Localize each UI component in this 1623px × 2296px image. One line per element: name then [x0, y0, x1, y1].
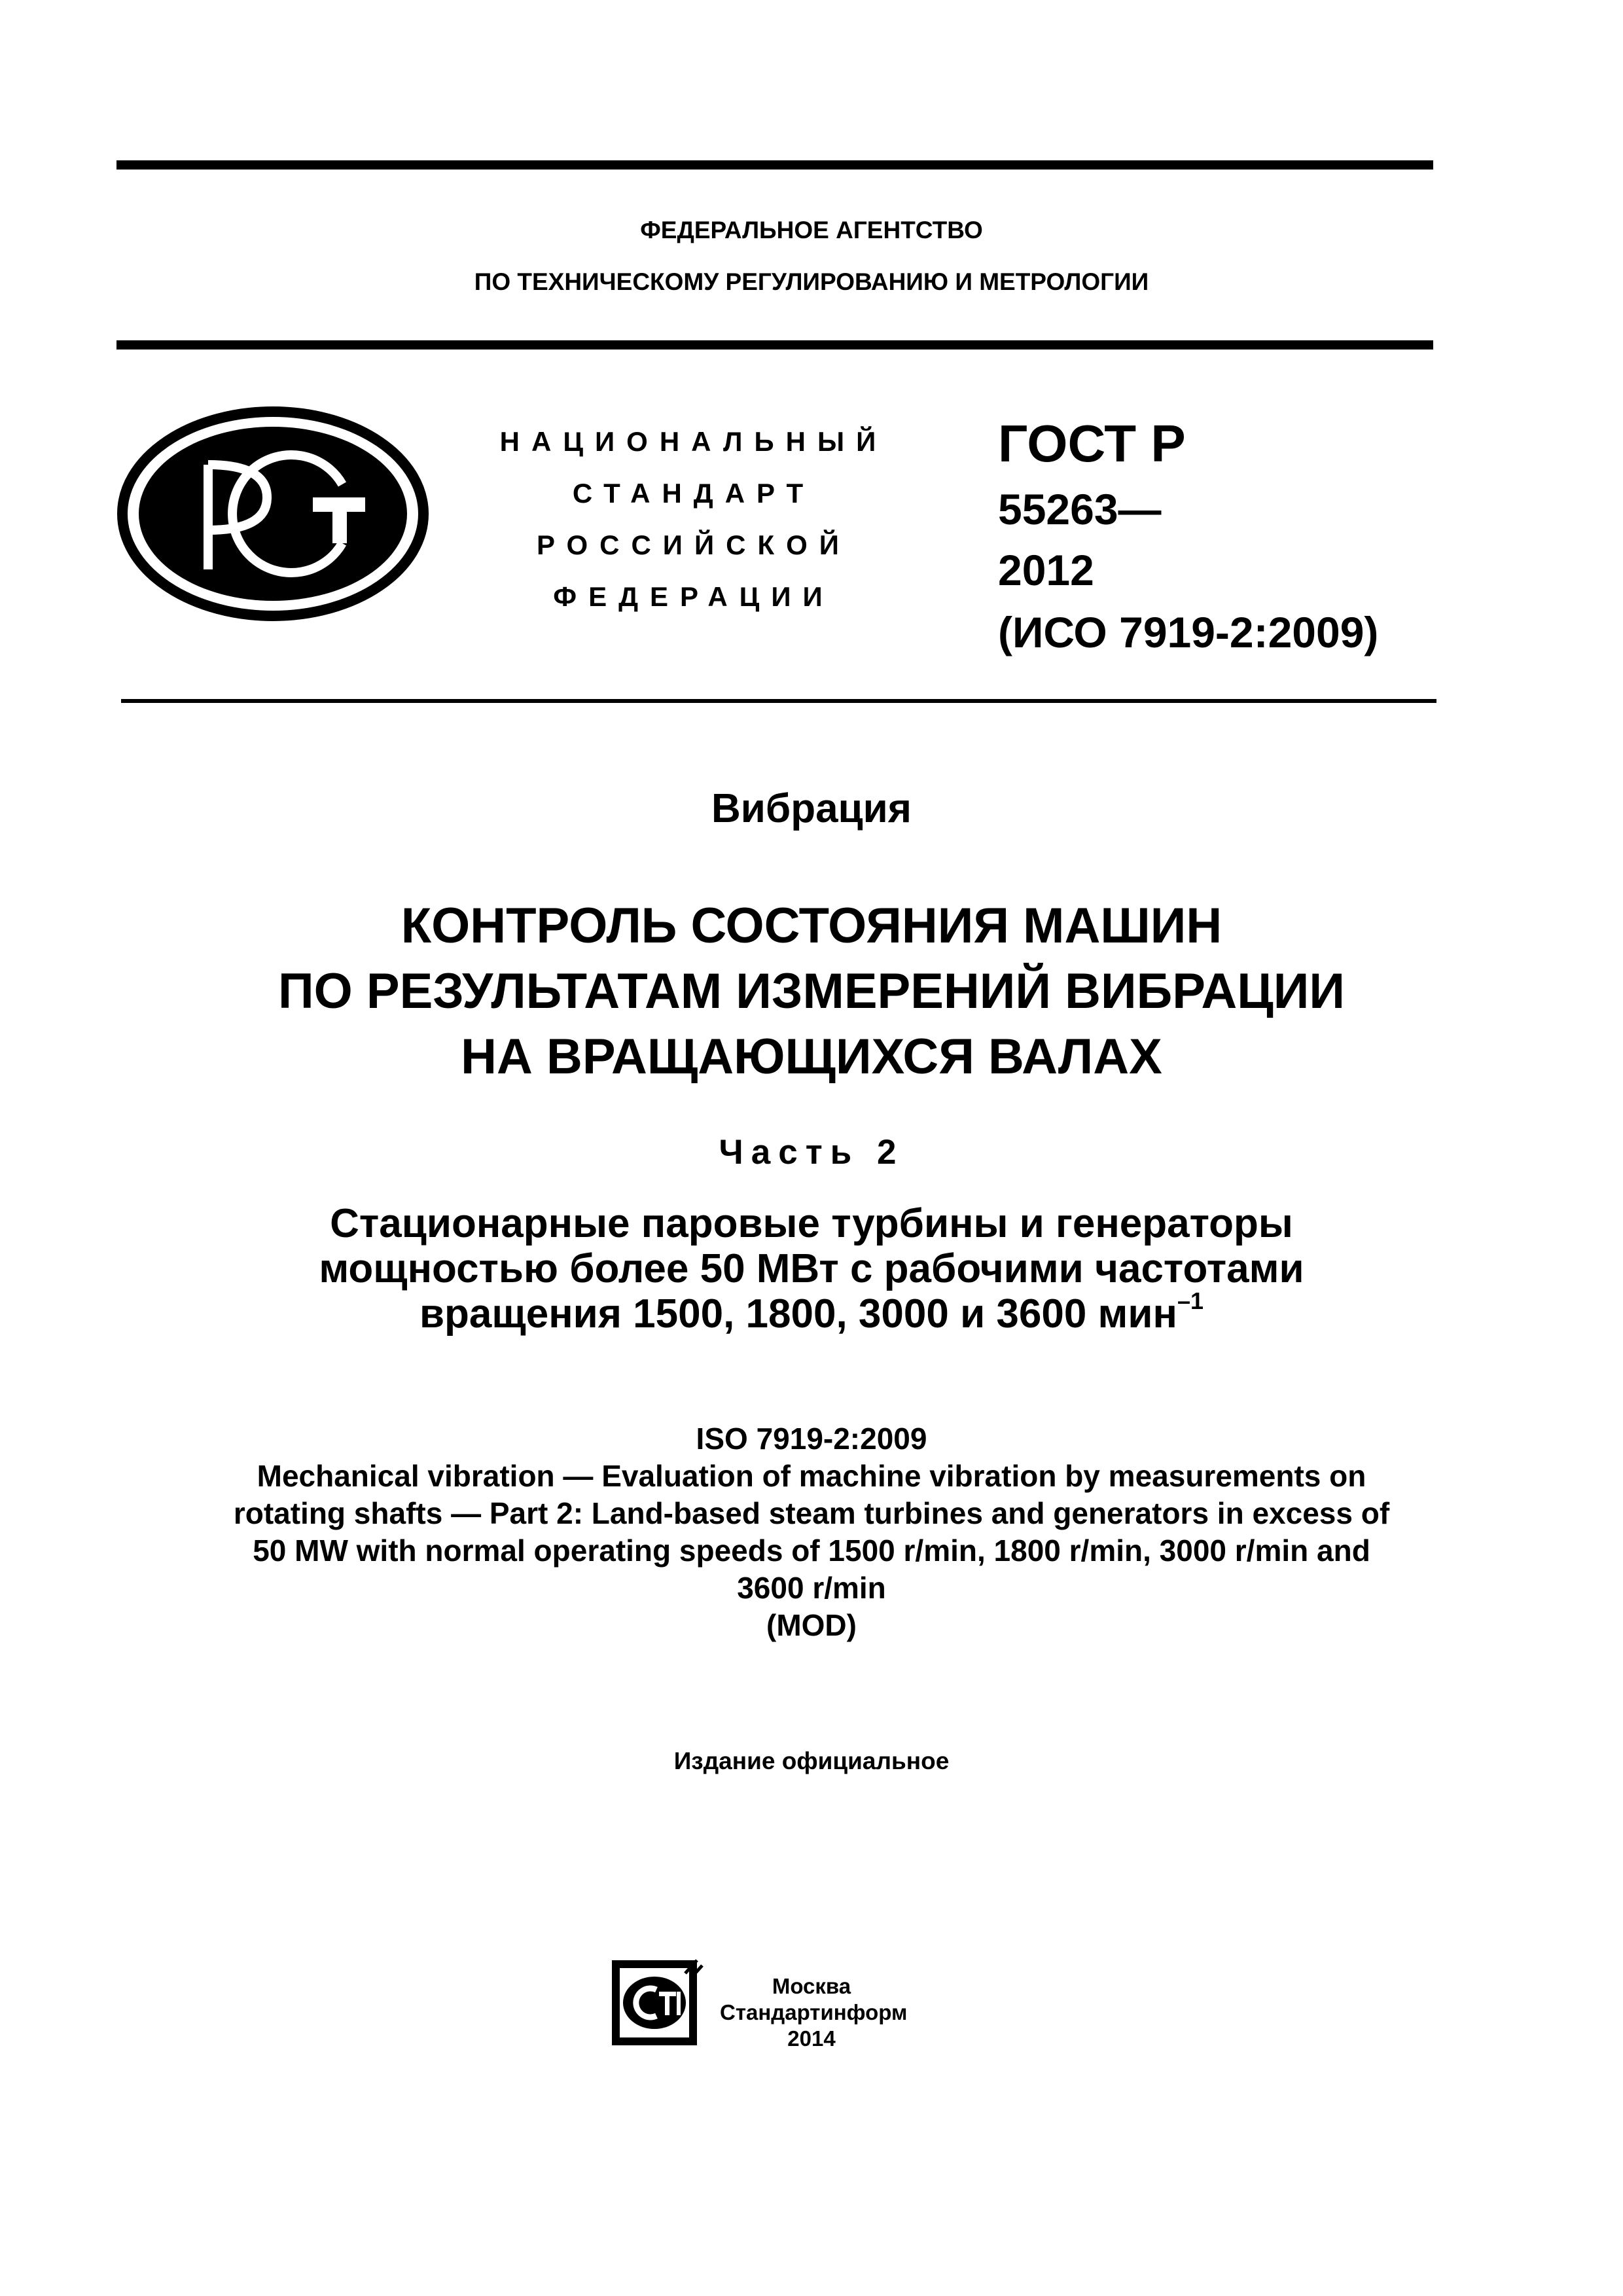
subtitle-line-2: мощностью более 50 МВт с рабочими частотами — [319, 1246, 1304, 1291]
unit-exponent: –1 — [1177, 1287, 1204, 1314]
iso-mod-marker: (MOD) — [766, 1608, 857, 1642]
iso-title-line-3: 50 MW with normal operating speeds of 1500 r/min, 1800 r/min, 3000 r/min and — [253, 1534, 1370, 1568]
agency-rule — [116, 340, 1433, 350]
standartinform-logo-icon — [605, 1954, 704, 2052]
agency-line-1: ФЕДЕРАЛЬНОЕ АГЕНТСТВО — [640, 217, 983, 243]
publisher-year: 2014 — [787, 2026, 836, 2051]
publisher-city: Москва — [772, 1974, 851, 1998]
subtitle-line-3-text: вращения 1500, 1800, 3000 и 3600 мин — [419, 1291, 1177, 1336]
standard-type-line-3: РОССИЙСКОЙ — [537, 529, 851, 560]
title-line-2: ПО РЕЗУЛЬТАТАМ ИЗМЕРЕНИЙ ВИБРАЦИИ — [278, 963, 1345, 1019]
title-line-1: КОНТРОЛЬ СОСТОЯНИЯ МАШИН — [401, 898, 1222, 954]
gost-number: 55263— — [998, 485, 1162, 533]
subtitle-line-1: Стационарные паровые турбины и генераторы — [330, 1201, 1293, 1246]
topic-heading: Вибрация — [711, 786, 912, 831]
iso-title-line-1: Mechanical vibration — Evaluation of machine vibration by measurements on — [257, 1459, 1366, 1493]
header-rule — [121, 699, 1436, 703]
standard-type-line-1: НАЦИОНАЛЬНЫЙ — [499, 426, 888, 457]
iso-title-line-2: rotating shafts — Part 2: Land-based steam turbines and generators in excess of — [233, 1496, 1390, 1530]
iso-code: ISO 7919-2:2009 — [696, 1422, 927, 1456]
gost-year: 2012 — [998, 546, 1094, 594]
iso-equivalent: (ИСО 7919-2:2009) — [998, 608, 1379, 656]
edition-label: Издание официальное — [673, 1748, 950, 1774]
subtitle-line-3 — [0, 1287, 1623, 1336]
standard-type-line-2: СТАНДАРТ — [572, 478, 815, 509]
agency-line-2: ПО ТЕХНИЧЕСКОМУ РЕГУЛИРОВАНИЮ И МЕТРОЛОГИИ — [474, 268, 1149, 295]
top-rule — [116, 160, 1433, 170]
title-line-3: НА ВРАЩАЮЩИХСЯ ВАЛАХ — [461, 1029, 1162, 1085]
iso-title-line-4: 3600 r/min — [737, 1571, 886, 1605]
part-label: Часть 2 — [719, 1133, 904, 1172]
rst-logo-icon — [116, 406, 429, 622]
gost-designation: ГОСТ Р — [998, 414, 1186, 473]
publisher-name: Стандартинформ — [720, 2000, 908, 2024]
standard-type-line-4: ФЕДЕРАЦИИ — [553, 581, 834, 612]
